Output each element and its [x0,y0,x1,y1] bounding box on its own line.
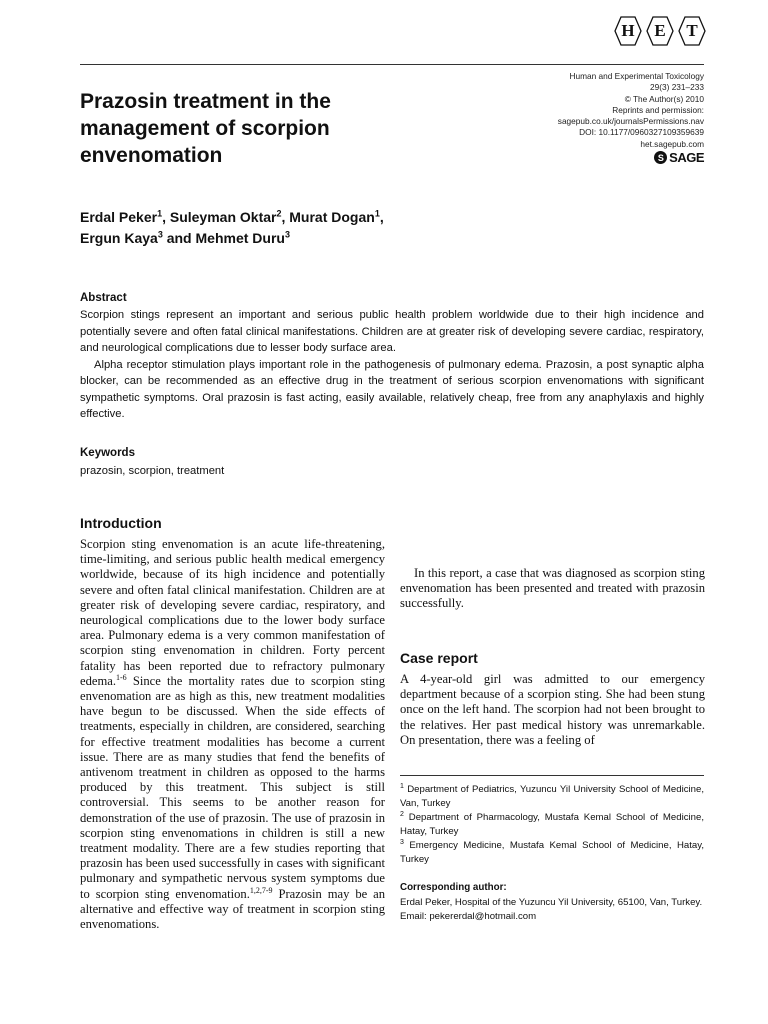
affiliation: $^1$ Department of Pediatrics, Yuzuncu Yil University School of Medicine, Van, Turkey [400,782,704,809]
case-report-paragraph: A 4-year-old girl was admitted to our emergency department because of a scorpion sting. She had been stung once on the left hand. The scorpion had not been brought to the relatives. Her past medical history was unremarkable. On presentation, there was a feeling of [400,672,705,747]
logo-hex-e: E [646,16,674,46]
introduction-paragraph: Scorpion sting envenomation is an acute life-threatening, time-limiting, and serious public health medical emergency worldwide, because of its high incidence and potentially severe and often fatal clinical manifestation. Children are at greater risk of developing severe cardiac, respiratory, and neurological complications due to the lower body surface area. Pulmonary edema is a very common manifestation of scorpion sting envenomation in children. Forty percent fatality has been reported due to refractory pulmonary edema.$^{1-6}$ Since the mortality rates due to scorpion sting envenomation are as high as this, new treatment modalities have begun to be discussed. When the side effects of treatments, especially in children, are considered, searching for effective treatment modalities has become a current issue. There are as many studies that fend the benefits of antivenom treatment in children as opposed to the harms produced by this treatment. This subject is still controversial. This seems to be another reason for demonstration of the use of prazosin. The use of prazosin in scorpion sting envenomations in children is still a new treatment modality. There are a few studies reporting that prazosin has been used successfully in cases with significant pulmonary and sympathetic nervous system symptoms due to scorpion sting envenomation.$^{1,2,7-9}$ Prazosin may be an alternative and effective way of treatment in scorpion sting envenomations. [80,537,385,932]
journal-name: Human and Experimental Toxicology [569,71,704,81]
publisher-logo [654,150,704,165]
affiliation: $^3$ Emergency Medicine, Mustafa Kemal School of Medicine, Hatay, Turkey [400,838,705,865]
sage-icon: S [654,151,667,164]
journal-volume: 29(3) 231–233 [650,82,704,93]
case-report-body [400,672,705,748]
abstract-paragraph: Scorpion stings represent an important and serious public health problem worldwide due to their high incidence and potentially severe and often fatal clinical manifestations. Children are at greater risk of developing severe cardiac, respiratory, and neurological complications due to lesser body surface area. [80,309,704,354]
author: Suleyman Oktar [169,209,277,225]
journal-site-link[interactable]: het.sagepub.com [640,138,704,149]
logo-hex-t: T [678,16,706,46]
abstract-paragraph: Alpha receptor stimulation plays important role in the pathogenesis of pulmonary edema. Prazosin, a post synaptic alpha blocker, can be recommended as an effective drug in the treatment of serious scorpion envenomations with significant sympathetic symptoms. Oral prazosin is fast acting, easily available, relatively cheap, free from any anaphylaxis and highly effective. [80,358,704,420]
corresponding-author: Erdal Peker, Hospital of the Yuzuncu Yil University, 65100, Van, Turkey. Email: pekererdal@hotmail.com [400,897,703,922]
author: Erdal Peker [80,209,158,225]
journal-info [470,71,704,150]
journal-copyright: © The Author(s) 2010 [624,93,704,104]
author: Ergun Kaya [80,230,158,246]
journal-reprints: Reprints and permission: [612,104,704,115]
corresponding-heading: Corresponding author: [400,882,507,893]
journal-logo [614,16,706,46]
article-title: Prazosin treatment in the management of scorpion envenomation [80,90,331,167]
author: Mehmet Duru [195,230,285,246]
introduction-body [80,537,385,932]
permissions-link[interactable]: sagepub.co.uk/journalsPermissions.nav [557,116,704,127]
footnote-rule [400,775,704,776]
email-link[interactable]: Email: pekererdal@hotmail.com [400,911,537,922]
keywords-heading: Keywords [80,447,135,459]
abstract-body [80,307,704,423]
introduction-paragraph-2: In this report, a case that was diagnosed as scorpion sting envenomation has been presented and treated with prazosin successfully. [400,566,705,611]
case-report-heading: Case report [400,650,478,666]
publisher-name: SAGE [669,150,704,165]
doi-link[interactable]: DOI: 10.1177/0960327109359639 [579,127,704,138]
introduction-heading: Introduction [80,515,162,531]
abstract-heading: Abstract [80,292,127,304]
author: Murat Dogan [289,209,375,225]
header-rule [80,64,704,65]
keywords-text: prazosin, scorpion, treatment [80,465,225,477]
logo-hex-h: H [614,16,642,46]
affiliation: $^2$ Department of Pharmacology, Mustafa Kemal School of Medicine, Hatay, Turkey [400,810,704,837]
author-list: Erdal Peker$^1$, Suleyman Oktar$^2$, Murat Dogan$^1$, Ergun Kaya$^3$ and Mehmet Duru$^3$ [80,208,384,246]
affiliations [400,783,704,867]
